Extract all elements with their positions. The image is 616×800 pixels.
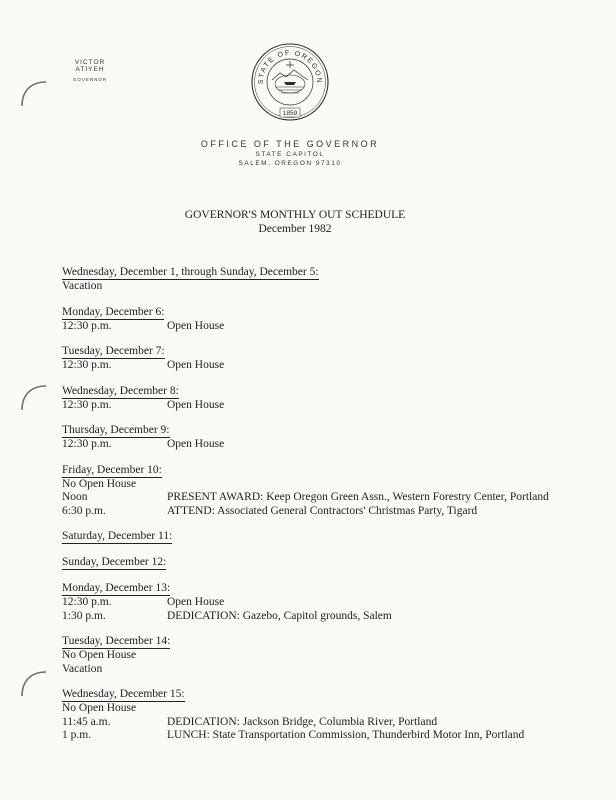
schedule-day — [62, 306, 582, 334]
schedule-day — [62, 688, 582, 743]
schedule-entry — [62, 505, 582, 519]
day-heading: Sunday, December 12: — [62, 556, 167, 568]
office-header — [185, 139, 395, 167]
day-heading: Wednesday, December 15: — [62, 688, 185, 700]
entry-description: Open House — [167, 596, 225, 608]
day-heading: Monday, December 13: — [62, 582, 171, 594]
schedule-day — [62, 345, 582, 373]
office-name: OFFICE OF THE GOVERNOR — [200, 139, 380, 149]
day-heading: Thursday, December 9: — [62, 424, 170, 436]
day-heading: Friday, December 10: — [62, 463, 162, 476]
document-title: GOVERNOR'S MONTHLY OUT SCHEDULE — [184, 209, 406, 221]
schedule-entry — [62, 610, 582, 624]
schedule-note: No Open House — [62, 477, 137, 490]
schedule-day — [62, 464, 582, 519]
svg-text:1859: 1859 — [282, 110, 298, 117]
entry-time: Noon — [62, 491, 88, 503]
day-heading: Wednesday, December 1, through Sunday, December 5: — [62, 266, 319, 278]
entry-time: 12:30 p.m. — [62, 359, 112, 371]
schedule-entry — [62, 596, 582, 610]
schedule-note: Vacation — [62, 280, 103, 292]
schedule-day — [62, 424, 582, 452]
document-title-block — [140, 208, 450, 236]
governor-name-block — [60, 59, 120, 82]
entry-description: Open House — [167, 319, 225, 332]
governor-name: VICTOR ATIYEH — [74, 59, 106, 73]
schedule-entry — [62, 729, 582, 743]
schedule-entry — [62, 438, 582, 452]
schedule-note: Vacation — [62, 662, 103, 675]
entry-time: 1 p.m. — [62, 729, 92, 741]
entry-time: 12:30 p.m. — [62, 319, 112, 332]
day-heading: Wednesday, December 8: — [62, 384, 179, 397]
punch-hole-mark-top — [16, 76, 52, 120]
entry-time: 12:30 p.m. — [62, 438, 112, 450]
schedule-entry — [62, 716, 582, 730]
schedule-note: No Open House — [62, 702, 137, 714]
entry-time: 12:30 p.m. — [62, 596, 112, 608]
schedule-entry — [62, 491, 582, 505]
office-building: STATE CAPITOL — [255, 151, 325, 158]
schedule-entry — [62, 399, 582, 413]
day-heading: Saturday, December 11: — [62, 530, 173, 542]
schedule-day — [62, 266, 582, 294]
day-heading: Tuesday, December 14: — [62, 635, 171, 647]
entry-description: PRESENT AWARD: Keep Oregon Green Assn., Western Forestry Center, Portland — [167, 491, 549, 503]
schedule-entry — [62, 359, 582, 373]
entry-description: DEDICATION: Gazebo, Capitol grounds, Salem — [167, 609, 392, 622]
schedule-day — [62, 635, 582, 676]
entry-time: 6:30 p.m. — [62, 504, 106, 517]
entry-description: DEDICATION: Jackson Bridge, Columbia River, Portland — [167, 715, 438, 728]
schedule-day — [62, 556, 582, 570]
entry-description: LUNCH: State Transportation Commission, Thunderbird Motor Inn, Portland — [167, 729, 525, 741]
entry-description: ATTEND: Associated General Contractors' Christmas Party, Tigard — [167, 504, 478, 517]
entry-description: Open House — [167, 438, 225, 450]
governor-title: GOVERNOR — [72, 77, 108, 82]
entry-description: Open House — [167, 359, 225, 371]
entry-time: 1:30 p.m. — [62, 609, 106, 622]
day-heading: Monday, December 6: — [62, 305, 165, 318]
document-subtitle: December 1982 — [258, 223, 332, 235]
day-heading: Tuesday, December 7: — [62, 345, 165, 357]
schedule-list — [62, 266, 582, 755]
svg-text:STATE OF OREGON: STATE OF OREGON — [257, 49, 323, 85]
punch-hole-mark-bottom — [16, 666, 52, 710]
punch-hole-mark-middle — [16, 380, 52, 424]
entry-time: 11:45 a.m. — [62, 715, 111, 728]
entry-time: 12:30 p.m. — [62, 398, 112, 411]
schedule-entry — [62, 320, 582, 334]
entry-description: Open House — [167, 398, 225, 411]
schedule-day — [62, 582, 582, 623]
state-seal-icon — [250, 42, 330, 122]
schedule-day — [62, 530, 582, 544]
schedule-day — [62, 385, 582, 413]
schedule-note: No Open House — [62, 649, 137, 661]
office-city: SALEM, OREGON 97310 — [238, 160, 342, 167]
